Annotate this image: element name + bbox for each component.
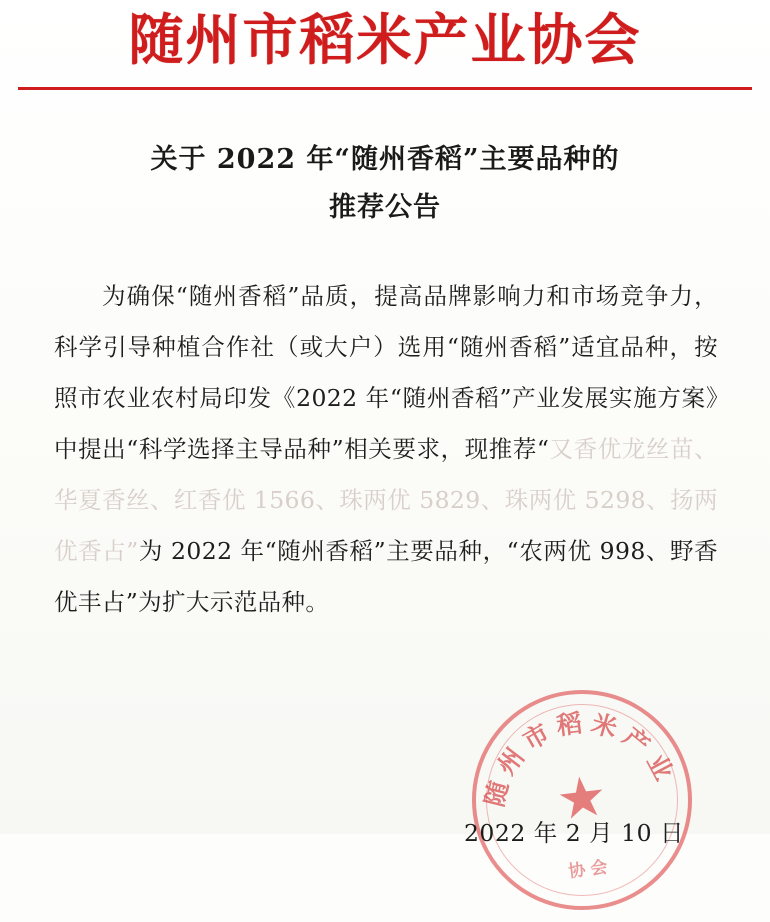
seal-bottom-label: 协会 bbox=[567, 856, 614, 882]
star-icon: ★ bbox=[552, 762, 611, 834]
body-text-segment-2: 为 2022 年“随州香稻”主要品种，“农两优 998、野香优丰占”为扩大示范品种。 bbox=[54, 536, 718, 616]
body-text-segment-faded: 又香优龙丝苗、华夏香丝、红香优 1566、珠两优 5829、珠两优 5298、扬两优香占” bbox=[54, 434, 718, 565]
signature-area bbox=[0, 686, 770, 896]
body-text-segment-1: 为确保“随州香稻”品质，提高品牌影响力和市场竞争力，科学引导种植合作社（或大户）选用“随州香稻”适宜品种，按照市农业农村局印发《2022 年“随州香稻”产业发展实施方案》中提出“科学选择主导品种”相关要求，现推荐“ bbox=[54, 281, 718, 463]
page-title-line-2: 推荐公告 bbox=[329, 191, 441, 223]
page-title bbox=[92, 136, 678, 231]
letterhead-divider bbox=[18, 87, 752, 90]
organization-name: 随州市稻米产业协会 bbox=[128, 7, 642, 72]
document-body bbox=[54, 271, 718, 628]
body-paragraph bbox=[54, 271, 718, 628]
official-seal bbox=[459, 677, 704, 922]
page-title-line-1: 关于 2022 年“随州香稻”主要品种的 bbox=[150, 144, 620, 176]
document-date: 2022 年 2 月 10 日 bbox=[463, 818, 684, 847]
letterhead bbox=[0, 0, 770, 90]
seal-arc-label: 随州市稻米产业 bbox=[479, 707, 682, 810]
